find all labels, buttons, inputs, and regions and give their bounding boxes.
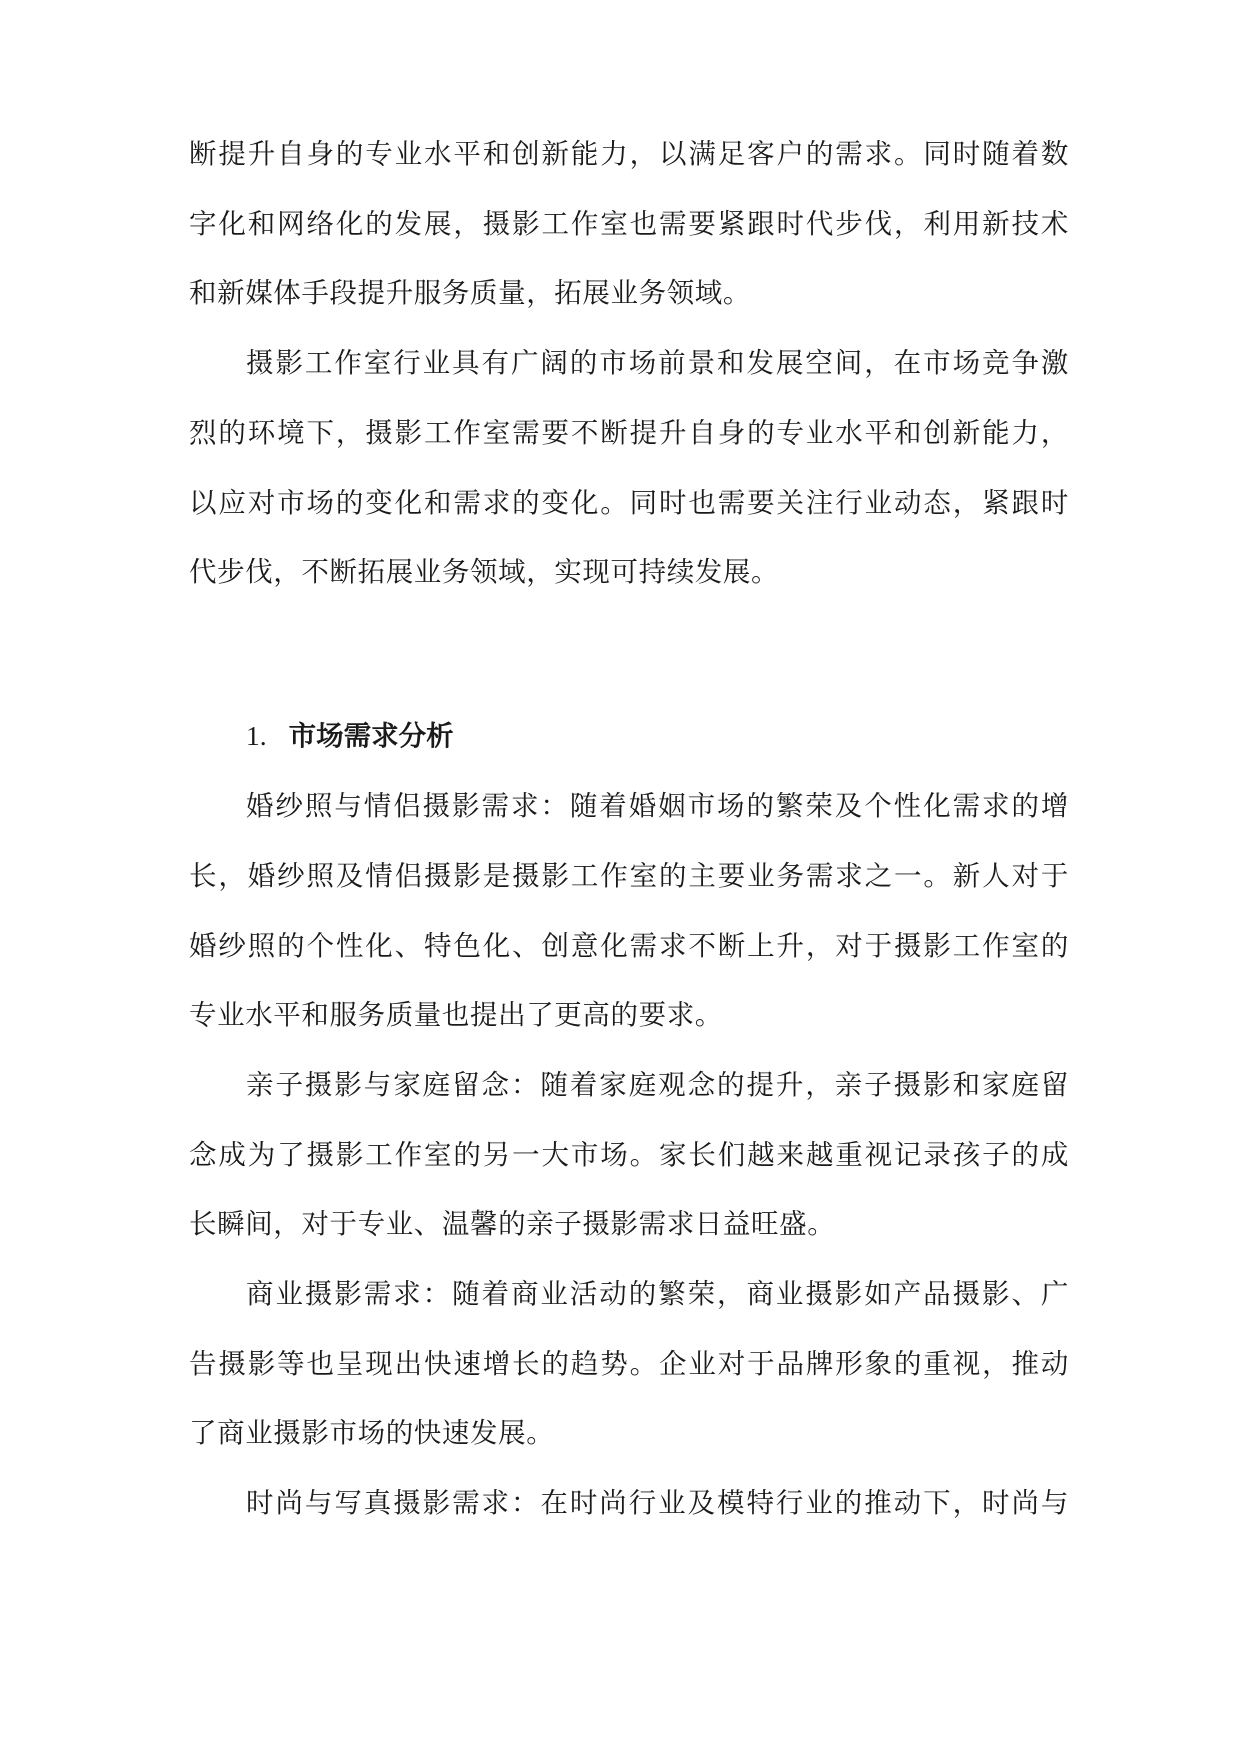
paragraph-2-line-4: 代步伐，不断拓展业务领域，实现可持续发展。 <box>189 556 780 588</box>
paragraph-1-line-3: 和新媒体手段提升服务质量，拓展业务领域。 <box>189 277 751 309</box>
section-paragraph-3-line-2: 告摄影等也呈现出快速增长的趋势。企业对于品牌形象的重视，推动 <box>189 1348 1069 1380</box>
paragraph-2-line-2: 烈的环境下，摄影工作室需要不断提升自身的专业水平和创新能力， <box>189 417 1069 449</box>
section-paragraph-1-line-4: 专业水平和服务质量也提出了更高的要求。 <box>189 999 723 1031</box>
section-paragraph-3-line-1: 商业摄影需求：随着商业活动的繁荣，商业摄影如产品摄影、广 <box>246 1278 1069 1310</box>
section-paragraph-2-line-2: 念成为了摄影工作室的另一大市场。家长们越来越重视记录孩子的成 <box>189 1139 1069 1171</box>
paragraph-1-line-1: 断提升自身的专业水平和创新能力，以满足客户的需求。同时随着数 <box>189 138 1069 170</box>
section-number: 1. <box>246 720 267 751</box>
section-title: 市场需求分析 <box>288 720 454 752</box>
section-paragraph-4-line-1: 时尚与写真摄影需求：在时尚行业及模特行业的推动下，时尚与 <box>246 1487 1069 1519</box>
section-paragraph-1-line-1: 婚纱照与情侣摄影需求：随着婚姻市场的繁荣及个性化需求的增 <box>246 790 1069 822</box>
section-paragraph-1-line-3: 婚纱照的个性化、特色化、创意化需求不断上升，对于摄影工作室的 <box>189 930 1069 962</box>
paragraph-1-line-2: 字化和网络化的发展，摄影工作室也需要紧跟时代步伐，利用新技术 <box>189 208 1069 240</box>
section-paragraph-2-line-1: 亲子摄影与家庭留念：随着家庭观念的提升，亲子摄影和家庭留 <box>246 1069 1069 1101</box>
section-paragraph-3-line-3: 了商业摄影市场的快速发展。 <box>189 1417 555 1449</box>
paragraph-2-line-3: 以应对市场的变化和需求的变化。同时也需要关注行业动态，紧跟时 <box>189 487 1069 519</box>
section-paragraph-1-line-2: 长，婚纱照及情侣摄影是摄影工作室的主要业务需求之一。新人对于 <box>189 860 1069 892</box>
paragraph-2-line-1: 摄影工作室行业具有广阔的市场前景和发展空间，在市场竞争激 <box>246 347 1069 379</box>
section-heading <box>246 716 454 756</box>
section-paragraph-2-line-3: 长瞬间，对于专业、温馨的亲子摄影需求日益旺盛。 <box>189 1208 836 1240</box>
